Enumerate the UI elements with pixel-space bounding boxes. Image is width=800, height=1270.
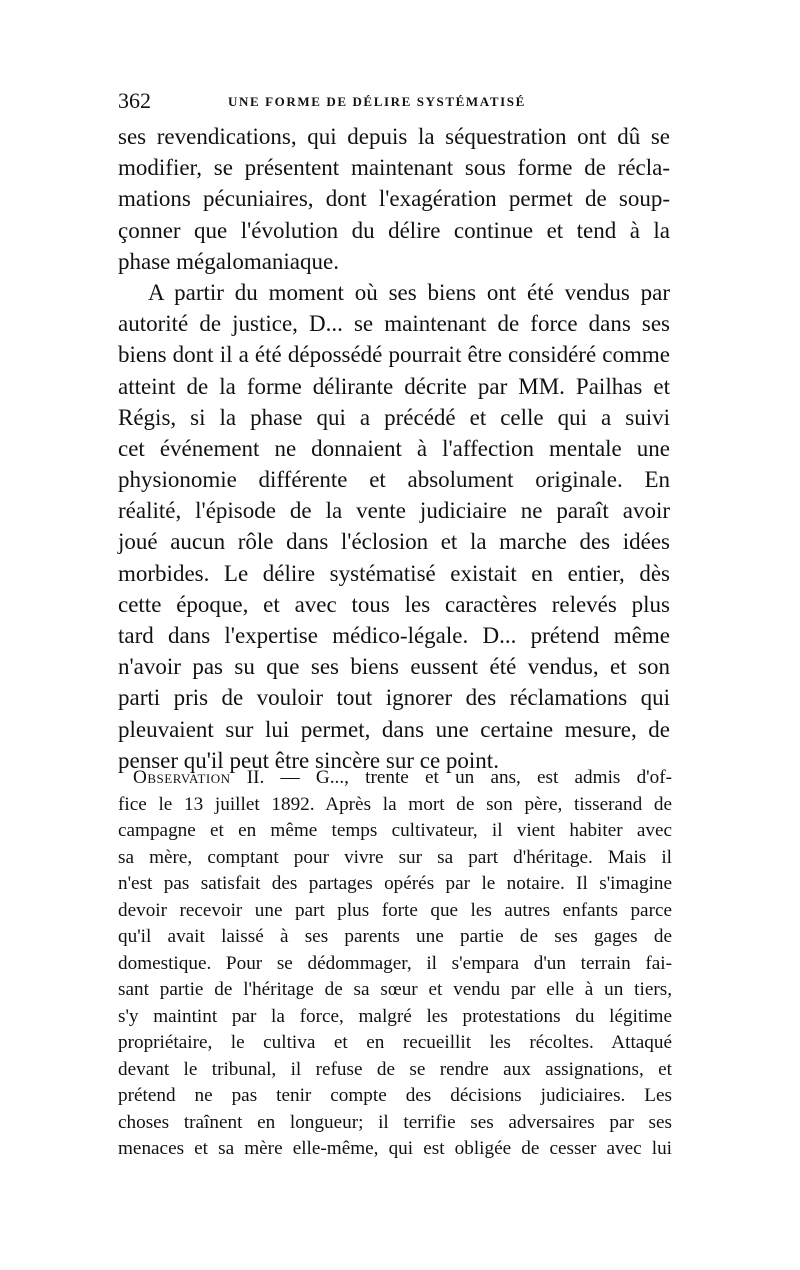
text-line: pleuvaient sur lui permet, dans une certaine mesure, de: [118, 716, 670, 742]
text-line: tard dans l'expertise médico-légale. D... prétend même: [118, 623, 670, 648]
text-line: A partir du moment où ses biens ont été vendus par: [148, 279, 670, 305]
observation-line: fice le 13 juillet 1892. Après la mort de son père, tisserand de: [118, 793, 672, 815]
text-line: joué aucun rôle dans l'éclosion et la marche des idées: [118, 529, 670, 555]
text-line: morbides. Le délire systématisé existait en entier, dès: [118, 560, 670, 586]
text-line: ses revendications, qui depuis la séquestration ont dû se: [118, 124, 670, 149]
observation-line: n'est pas satisfait des partages opérés par le notaire. Il s'imagine: [118, 873, 672, 894]
observation-line: menaces et sa mère elle-même, qui est obligée de cesser avec lui: [118, 1138, 672, 1159]
observation-section: [118, 765, 672, 1163]
observation-line: devoir recevoir une part plus forte que les autres enfants parce: [118, 899, 672, 921]
observation-line: prétend ne pas tenir compte des décisions judiciaires. Les: [118, 1085, 672, 1106]
text-line: çonner que l'évolution du délire continue et tend à la: [118, 217, 670, 243]
observation-line: s'y maintint par la force, malgré les protestations du légitime: [118, 1005, 672, 1027]
main-text: [118, 121, 670, 776]
text-line: réalité, l'épisode de la vente judiciaire ne paraît avoir: [118, 498, 670, 524]
text-line: phase mégalomaniaque.: [118, 248, 339, 274]
text-line: atteint de la forme délirante décrite par MM. Pailhas et: [118, 373, 670, 399]
observation-line: devant le tribunal, il refuse de se rendre aux assignations, et: [118, 1058, 672, 1080]
text-line: physionomie différente et absolument originale. En: [118, 467, 670, 493]
text-line: biens dont il a été dépossédé pourrait être considéré comme: [118, 342, 670, 368]
observation-line: propriétaire, le cultiva et en recueillit les récoltes. Attaqué: [118, 1032, 672, 1053]
text-line: cet événement ne donnaient à l'affection mentale une: [118, 435, 670, 461]
observation-first-line-text: II. — G..., trente et un ans, est admis d'of-: [230, 767, 672, 788]
text-line: autorité de justice, D... se maintenant de force dans ses: [118, 311, 670, 337]
observation-heading: Observation: [133, 767, 231, 788]
text-line: mations pécuniaires, dont l'exagération permet de soup-: [118, 186, 670, 212]
text-line: cette époque, et avec tous les caractères relevés plus: [118, 591, 670, 617]
observation-line: sant partie de l'héritage de sa sœur et vendu par elle à un tiers,: [118, 979, 672, 1000]
observation-line: domestique. Pour se dédommager, il s'empara d'un terrain fai-: [118, 952, 672, 974]
text-line: parti pris de vouloir tout ignorer des réclamations qui: [118, 685, 670, 711]
text-line: modifier, se présentent maintenant sous forme de récla-: [118, 155, 670, 181]
observation-first-line: [118, 765, 672, 792]
observation-line: choses traînent en longueur; il terrifie ses adversaires par ses: [118, 1111, 672, 1133]
page-number: 362: [118, 88, 151, 113]
text-line: penser qu'il peut être sincère sur ce point.: [118, 747, 499, 773]
observation-line: sa mère, comptant pour vivre sur sa part d'héritage. Mais il: [118, 846, 672, 868]
text-line: Régis, si la phase qui a précédé et celle qui a suivi: [118, 404, 670, 430]
running-title: UNE FORME DE DÉLIRE SYSTÉMATISÉ: [228, 94, 526, 109]
observation-line: campagne et en même temps cultivateur, il vient habiter avec: [118, 820, 672, 841]
page-header: [118, 88, 670, 116]
text-line: n'avoir pas su que ses biens eussent été vendus, et son: [118, 654, 670, 680]
observation-line: qu'il avait laissé à ses parents une partie de ses gages de: [118, 926, 672, 947]
